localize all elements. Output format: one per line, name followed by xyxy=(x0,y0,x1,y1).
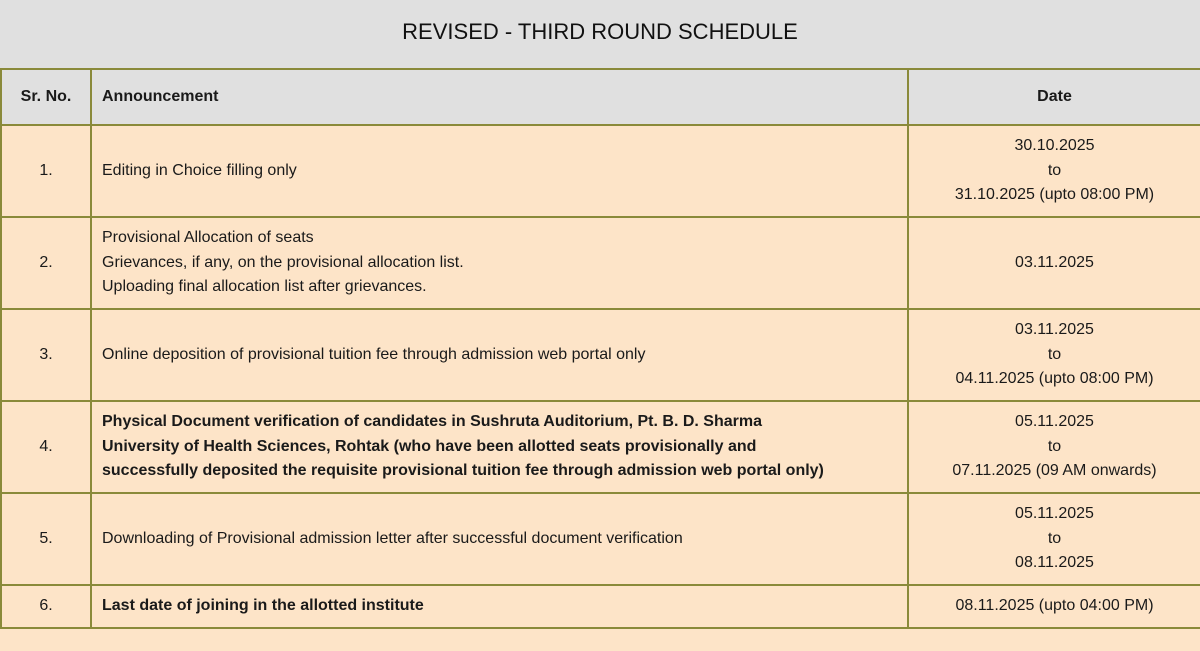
date-line: to xyxy=(1047,529,1062,547)
announcement-line: successfully deposited the requisite provisional tuition fee through admission web portal only) xyxy=(102,462,824,480)
sr-no: 1. xyxy=(1,125,91,217)
date-line: 05.11.2025 xyxy=(1015,413,1094,431)
announcement-line: Grievances, if any, on the provisional allocation list. xyxy=(102,253,464,271)
announcement xyxy=(91,309,908,401)
announcement-line: University of Health Sciences, Rohtak (who have been allotted seats provisionally and xyxy=(102,437,757,455)
header-sr-no: Sr. No. xyxy=(1,69,91,125)
announcement xyxy=(91,125,908,217)
title-bar xyxy=(0,0,1200,68)
date-line: to xyxy=(1047,161,1062,179)
date-line: 30.10.2025 xyxy=(1014,137,1095,155)
table-header-row xyxy=(1,69,1200,125)
schedule-table xyxy=(0,68,1200,629)
announcement xyxy=(91,401,908,493)
date-line: 05.11.2025 xyxy=(1015,505,1094,523)
announcement xyxy=(91,585,908,628)
date-line: to xyxy=(1047,345,1062,363)
sr-no: 5. xyxy=(1,493,91,585)
date xyxy=(908,309,1200,401)
table-row xyxy=(1,309,1200,401)
date xyxy=(908,401,1200,493)
page-title: REVISED - THIRD ROUND SCHEDULE xyxy=(402,19,798,44)
sr-no: 3. xyxy=(1,309,91,401)
date-line: 31.10.2025 (upto 08:00 PM) xyxy=(954,186,1155,204)
sr-no: 2. xyxy=(1,217,91,309)
announcement xyxy=(91,493,908,585)
date-line: 03.11.2025 xyxy=(1015,253,1094,271)
announcement-line: Provisional Allocation of seats xyxy=(102,229,314,247)
date-line: 04.11.2025 (upto 08:00 PM) xyxy=(955,370,1154,388)
date xyxy=(908,585,1200,628)
table-row xyxy=(1,401,1200,493)
date-line: 07.11.2025 (09 AM onwards) xyxy=(952,462,1157,480)
date-line: 08.11.2025 (upto 04:00 PM) xyxy=(955,597,1154,615)
table-row xyxy=(1,217,1200,309)
date xyxy=(908,493,1200,585)
table-row xyxy=(1,125,1200,217)
date xyxy=(908,217,1200,309)
announcement-line: Uploading final allocation list after grievances. xyxy=(102,278,427,296)
table-row xyxy=(1,585,1200,628)
table-row xyxy=(1,493,1200,585)
header-date: Date xyxy=(908,69,1200,125)
announcement-line: Online deposition of provisional tuition fee through admission web portal only xyxy=(102,345,646,363)
date-line: 03.11.2025 xyxy=(1015,321,1094,339)
date xyxy=(908,125,1200,217)
date-line: to xyxy=(1047,437,1062,455)
sr-no: 4. xyxy=(1,401,91,493)
sr-no: 6. xyxy=(1,585,91,628)
announcement-line: Last date of joining in the allotted institute xyxy=(102,597,424,615)
announcement-line: Editing in Choice filling only xyxy=(102,161,297,179)
date-line: 08.11.2025 xyxy=(1015,554,1094,572)
announcement-line: Downloading of Provisional admission letter after successful document verification xyxy=(102,529,683,547)
header-announcement: Announcement xyxy=(91,69,908,125)
announcement xyxy=(91,217,908,309)
announcement-line: Physical Document verification of candidates in Sushruta Auditorium, Pt. B. D. Sharma xyxy=(102,413,762,431)
